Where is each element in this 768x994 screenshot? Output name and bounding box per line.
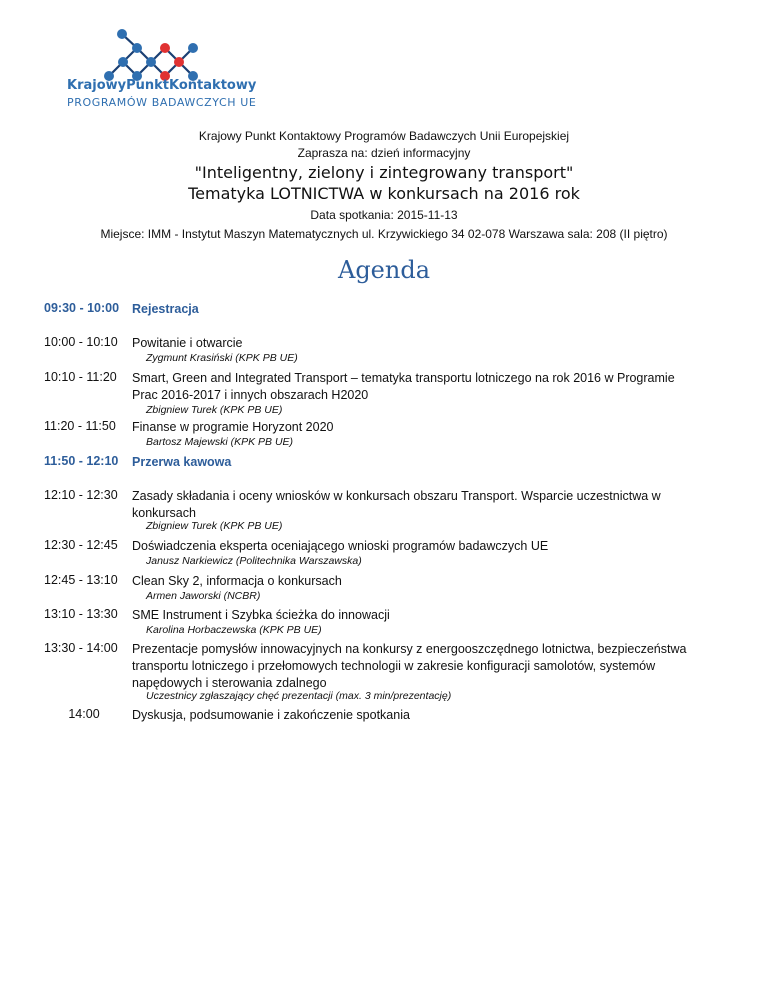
agenda-topic: Clean Sky 2, informacja o konkursach: [132, 574, 342, 588]
agenda-time: 13:10 - 13:30: [44, 607, 118, 621]
agenda-time: 11:20 - 11:50: [44, 419, 116, 433]
agenda-speaker: Karolina Horbaczewska (KPK PB UE): [146, 624, 322, 636]
agenda-topic: Rejestracja: [132, 302, 199, 316]
invitation-text: Zaprasza na: dzień informacyjny: [297, 146, 471, 160]
agenda-speaker: Uczestnicy zgłaszający chęć prezentacji (max. 3 min/prezentację): [146, 690, 452, 702]
agenda-speaker: Armen Jaworski (NCBR): [146, 590, 261, 602]
agenda-speaker: Janusz Narkiewicz (Politechnika Warszawska): [146, 555, 362, 567]
agenda-time: 10:10 - 11:20: [44, 370, 117, 384]
agenda-time: 12:10 - 12:30: [44, 488, 118, 502]
logo-text-line1: KrajowyPunktKontaktowy: [67, 78, 257, 93]
organization-name: Krajowy Punkt Kontaktowy Programów Badawczych Unii Europejskiej: [198, 129, 570, 143]
logo-text-line2: PROGRAMÓW BADAWCZYCH UE: [67, 96, 257, 109]
agenda-topic: Finanse w programie Horyzont 2020: [132, 420, 334, 434]
agenda-time: 09:30 - 10:00: [44, 301, 120, 315]
agenda-time: 12:30 - 12:45: [44, 538, 118, 552]
agenda-topic: Dyskusja, podsumowanie i zakończenie spotkania: [132, 708, 410, 722]
meeting-date: Data spotkania: 2015-11-13: [310, 208, 458, 222]
agenda-title: Agenda: [337, 256, 431, 284]
agenda-topic: Zasady składania i oceny wniosków w konkursach obszaru Transport. Wsparcie uczestnictwa w konkursach: [132, 489, 661, 520]
agenda-time: 14:00: [68, 707, 100, 721]
agenda-topic: Smart, Green and Integrated Transport – tematyka transportu lotniczego na rok 2016 w Programie Prac 2016-2017 i innych obszarach H2020: [132, 371, 675, 402]
agenda-topic: SME Instrument i Szybka ścieżka do innowacji: [132, 608, 390, 622]
agenda-topic: Doświadczenia eksperta oceniającego wnioski programów badawczych UE: [132, 539, 549, 553]
agenda-topic: Powitanie i otwarcie: [132, 336, 243, 350]
agenda-speaker: Zbigniew Turek (KPK PB UE): [146, 404, 283, 416]
event-title-line2: Tematyka LOTNICTWA w konkursach na 2016 rok: [188, 184, 580, 203]
agenda-speaker: Zbigniew Turek (KPK PB UE): [146, 520, 283, 532]
agenda-time: 10:00 - 10:10: [44, 335, 118, 349]
agenda-topic: Przerwa kawowa: [132, 455, 232, 469]
agenda-topic: Prezentacje pomysłów innowacyjnych na konkursy z energooszczędnego lotnictwa, bezpieczeństwa transportu lotniczego i przełomowych technologii w zakresie konfiguracji samolotów, systemów napędowych i sterowania zdalnego: [132, 642, 687, 690]
agenda-speaker: Bartosz Majewski (KPK PB UE): [146, 436, 294, 448]
agenda-speaker: Zygmunt Krasiński (KPK PB UE): [146, 352, 298, 364]
meeting-place: Miejsce: IMM - Instytut Maszyn Matematycznych ul. Krzywickiego 34 02-078 Warszawa sala: 208 (II piętro): [100, 227, 668, 241]
event-title-line1: "Inteligentny, zielony i zintegrowany transport": [194, 163, 574, 182]
agenda-time: 12:45 - 13:10: [44, 573, 118, 587]
agenda-time: 13:30 - 14:00: [44, 641, 118, 655]
agenda-time: 11:50 - 12:10: [44, 454, 119, 468]
